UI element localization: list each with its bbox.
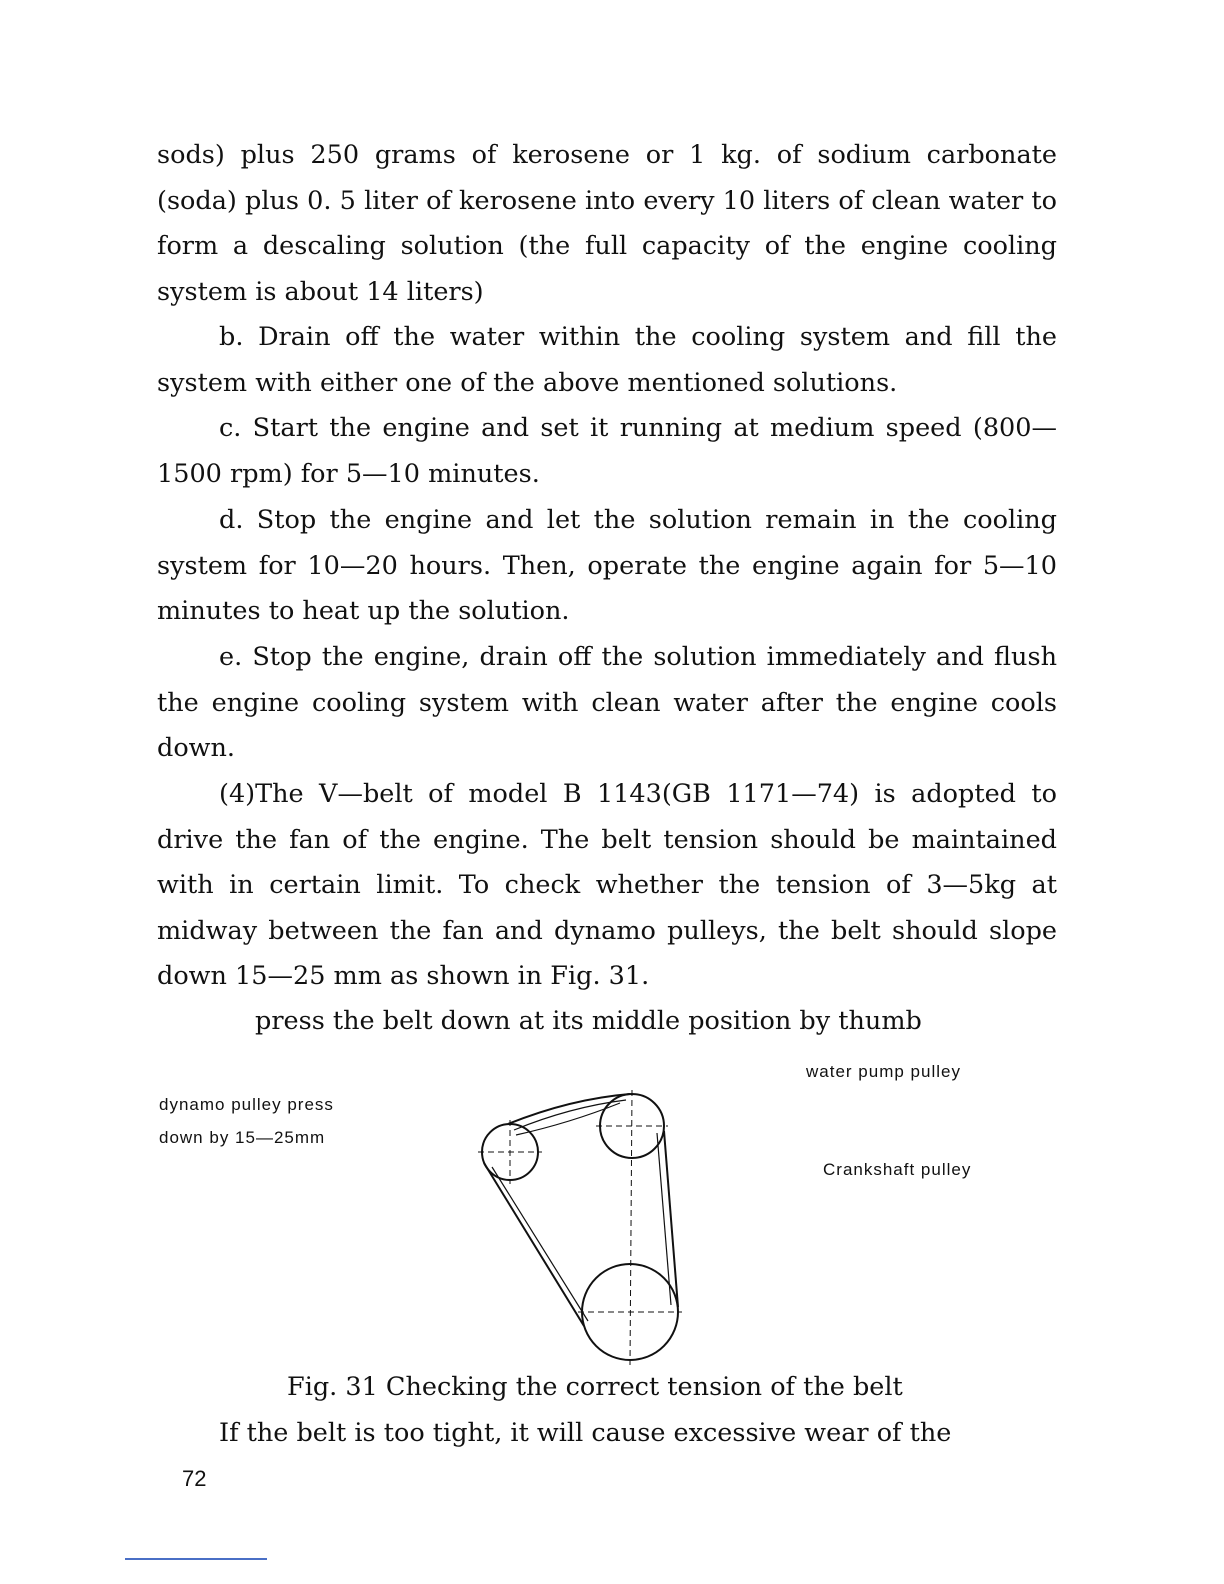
page-number: 72 [182, 1466, 207, 1491]
step-b: b. Drain off the water within the cooling system and fill the system with either one of the above mentioned solutions. [157, 322, 1057, 398]
continuation-text: If the belt is too tight, it will cause excessive wear of the [219, 1418, 952, 1448]
figure-caption: Fig. 31 Checking the correct tension of the belt [287, 1372, 903, 1402]
label-crankshaft-pulley: Crankshaft pulley [823, 1160, 972, 1179]
paragraph-v-belt: (4)The V—belt of model B 1143(GB 1171—74) is adopted to drive the fan of the engine. The belt tension should be maintained with in certain limit. To check whether the tension of 3—5kg at midway between the fan and dynamo pulleys, the belt should slope down 15—25 mm as shown in Fig. 31. [157, 779, 1057, 992]
step-e: e. Stop the engine, drain off the solution immediately and flush the engine cooling system with clean water after the engine cools down. [157, 642, 1057, 764]
belt-top [508, 1094, 630, 1124]
belt-diagram [470, 1085, 700, 1370]
belt-top-sag [516, 1103, 620, 1135]
label-dynamo-pulley [159, 1088, 334, 1154]
label-dynamo-line2: down by 15—25mm [159, 1128, 326, 1147]
step-c: c. Start the engine and set it running at medium speed (800—1500 rpm) for 5—10 minutes. [157, 413, 1057, 489]
belt-left-inner [492, 1167, 588, 1321]
footer-rule [125, 1558, 267, 1560]
center-vline [630, 1090, 632, 1365]
step-d: d. Stop the engine and let the solution remain in the cooling system for 10—20 hours. Then, operate the engine again for 5—10 minutes to heat up the solution. [157, 505, 1057, 627]
belt-left-outer [484, 1163, 584, 1326]
figure-note-press: press the belt down at its middle position by thumb [255, 1006, 922, 1036]
label-dynamo-line1: dynamo pulley press [159, 1095, 334, 1114]
label-water-pump-pulley: water pump pulley [806, 1062, 961, 1081]
paragraph-descaling-solution: sods) plus 250 grams of kerosene or 1 kg. of sodium carbonate (soda) plus 0. 5 liter of kerosene into every 10 liters of clean water to form a descaling solution (the full capacity of the engine cooling system is about 14 liters) [157, 140, 1057, 307]
